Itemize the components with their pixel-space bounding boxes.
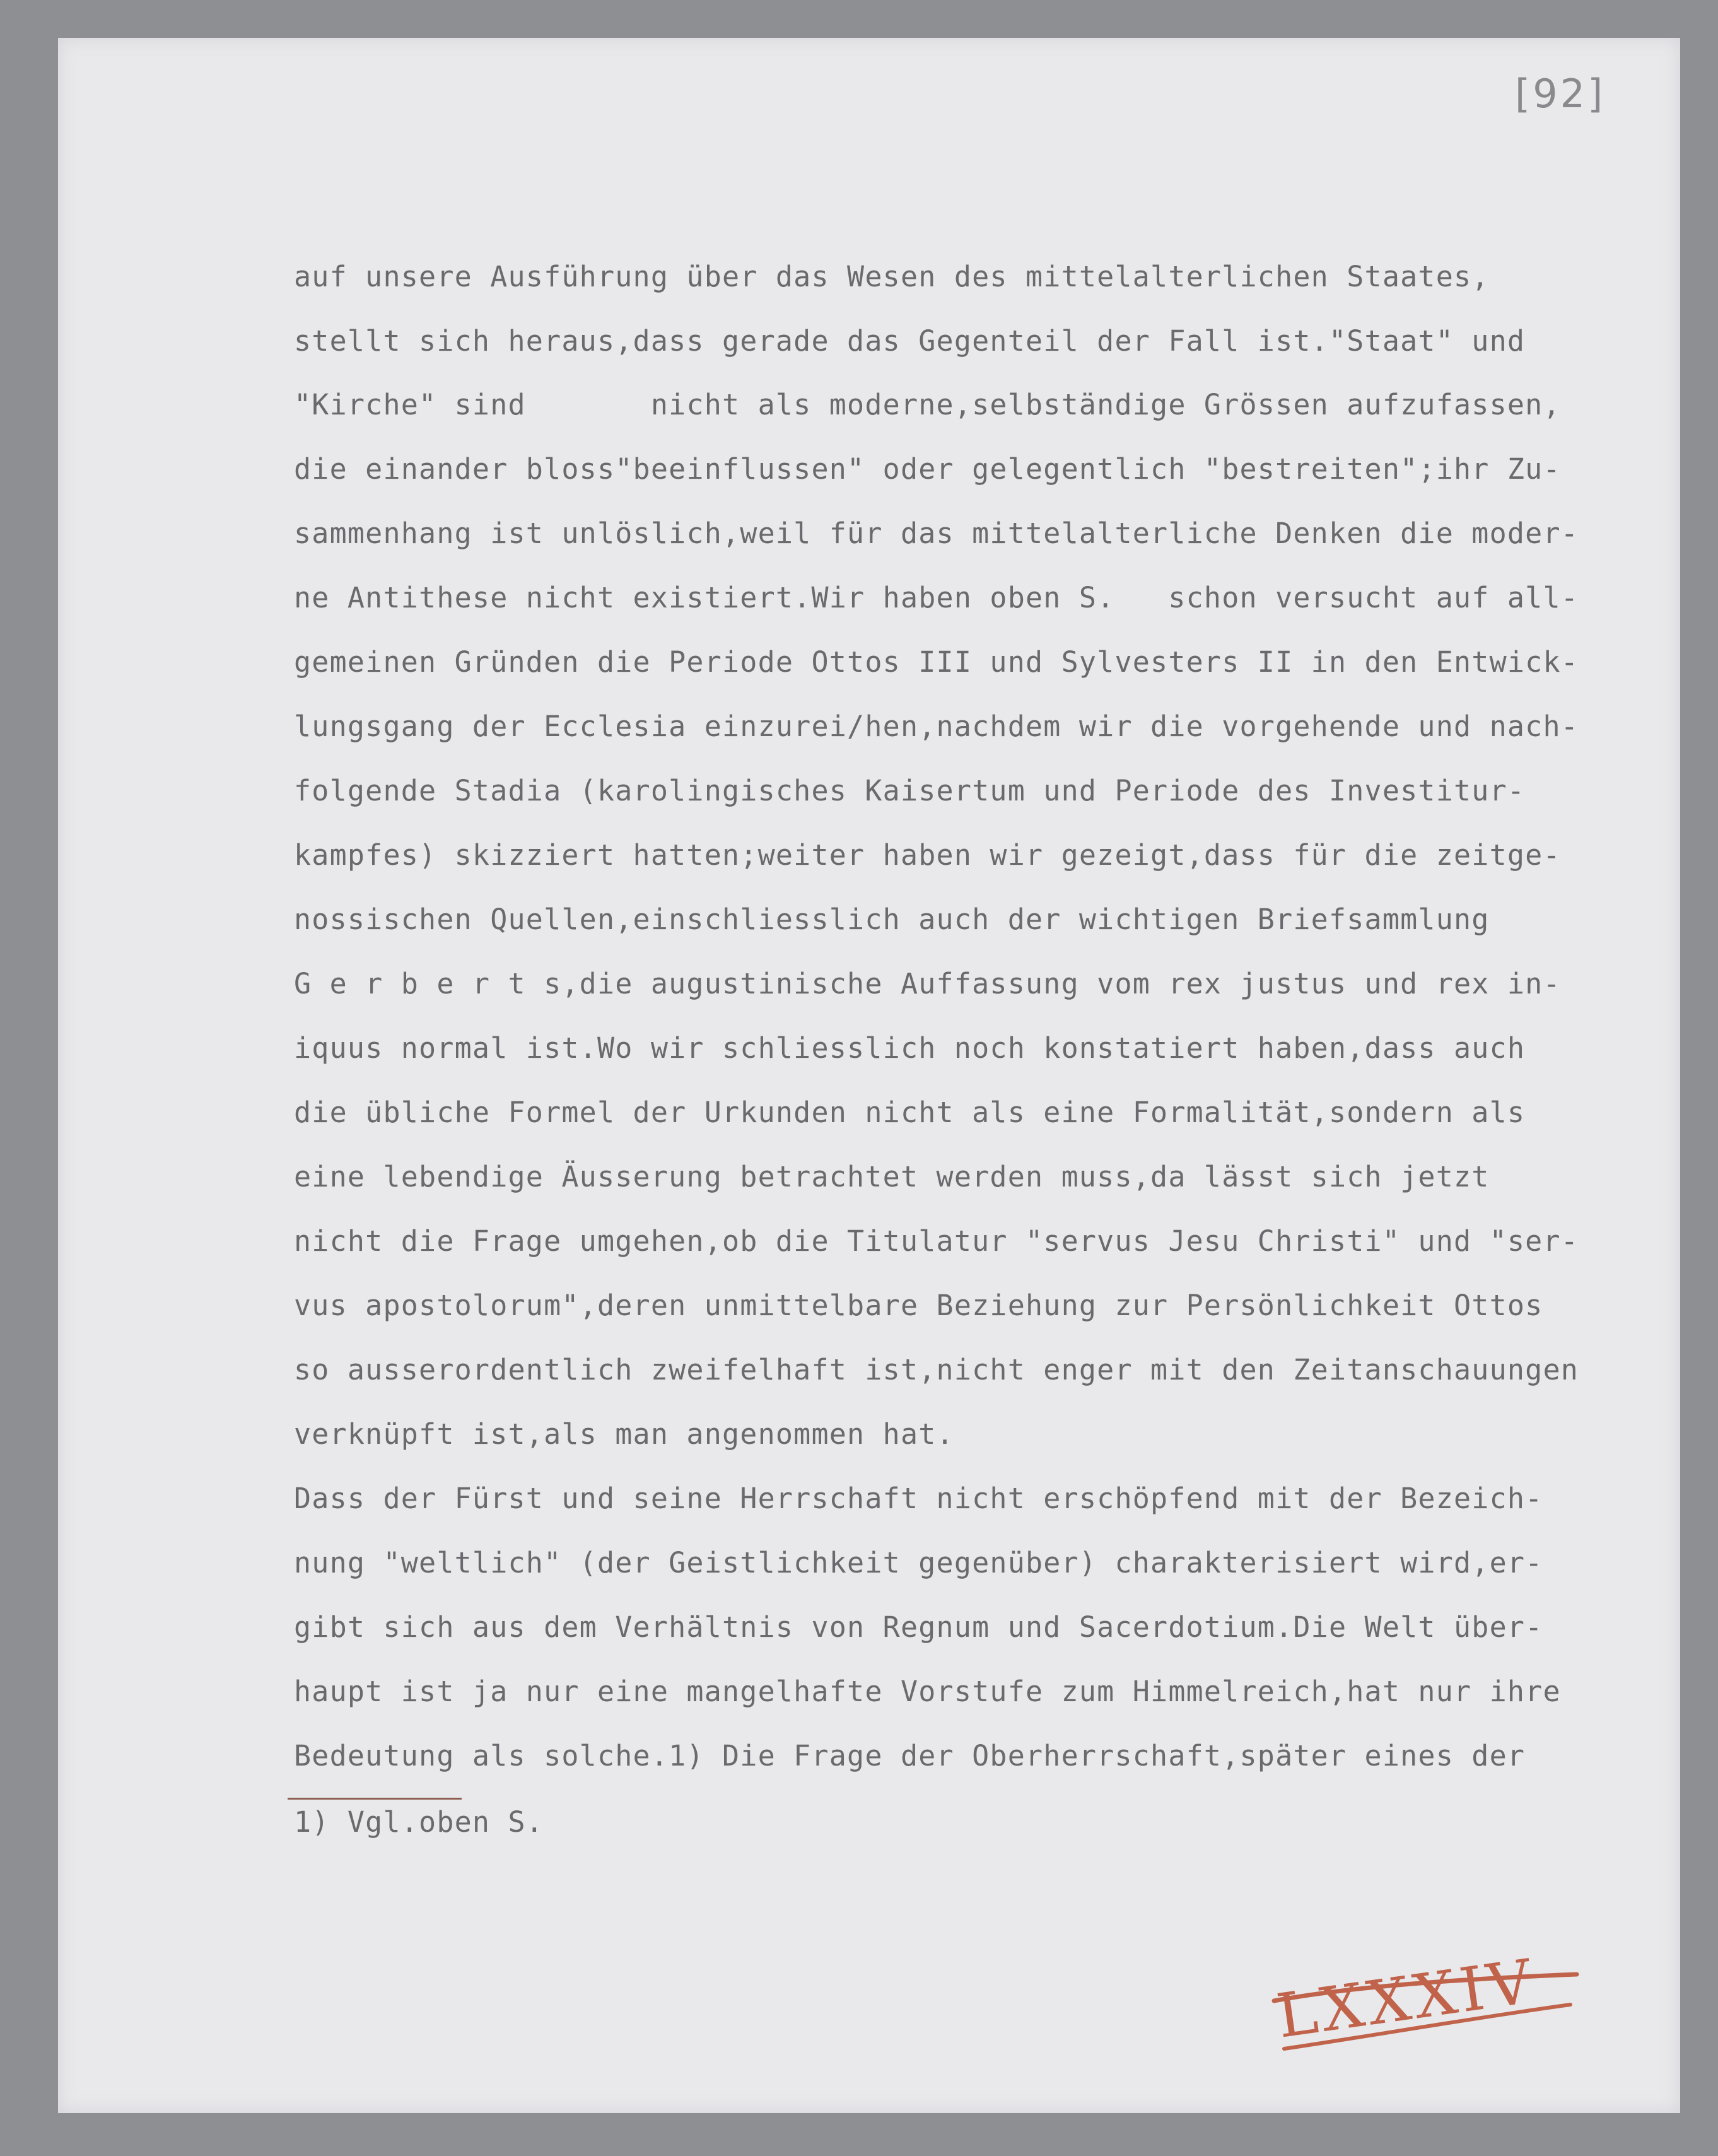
text-line: sammenhang ist unlöslich,weil für das mittelalterliche Denken die moder- — [294, 517, 1579, 550]
text-line: G e r b e r t s,die augustinische Auffassung vom rex justus und rex in- — [294, 967, 1561, 1000]
text-line: nossischen Quellen,einschliesslich auch der wichtigen Briefsammlung — [294, 903, 1490, 936]
text-line: verknüpft ist,als man angenommen hat. — [294, 1417, 954, 1451]
text-line: iquus normal ist.Wo wir schliesslich noch konstatiert haben,dass auch — [294, 1031, 1526, 1065]
text-line: die einander bloss"beeinflussen" oder gelegentlich "bestreiten";ihr Zu- — [294, 452, 1561, 486]
text-line: gibt sich aus dem Verhältnis von Regnum und Sacerdotium.Die Welt über- — [294, 1610, 1543, 1644]
text-line: "Kirche" sind nicht als moderne,selbständige Grössen aufzufassen, — [294, 388, 1561, 421]
page-reference: [92] — [1515, 71, 1606, 117]
text-line: lungsgang der Ecclesia einzurei/hen,nachdem wir die vorgehende und nach- — [294, 710, 1579, 743]
folio-annotation — [1261, 1943, 1589, 2056]
footnote: 1) Vgl.oben S. — [294, 1805, 544, 1839]
text-line: nung "weltlich" (der Geistlichkeit gegenüber) charakterisiert wird,er- — [294, 1546, 1543, 1579]
text-line: stellt sich heraus,dass gerade das Gegenteil der Fall ist."Staat" und — [294, 324, 1526, 358]
text-line: nicht die Frage umgehen,ob die Titulatur "servus Jesu Christi" und "ser- — [294, 1224, 1579, 1258]
text-line: Bedeutung als solche.1) Die Frage der Oberherrschaft,später eines der — [294, 1739, 1526, 1772]
text-line: die übliche Formel der Urkunden nicht als eine Formalität,sondern als — [294, 1096, 1526, 1129]
text-line: auf unsere Ausführung über das Wesen des mittelalterlichen Staates, — [294, 260, 1490, 293]
text-line: so ausserordentlich zweifelhaft ist,nicht enger mit den Zeitanschauungen — [294, 1353, 1579, 1386]
text-line: eine lebendige Äusserung betrachtet werden muss,da lässt sich jetzt — [294, 1160, 1490, 1193]
text-line: Dass der Fürst und seine Herrschaft nicht erschöpfend mit der Bezeich- — [294, 1482, 1543, 1515]
footnote-rule — [288, 1798, 462, 1800]
text-line: vus apostolorum",deren unmittelbare Beziehung zur Persönlichkeit Ottos — [294, 1289, 1543, 1322]
folio-mark: LXXXIV — [1272, 1945, 1540, 2052]
text-line: haupt ist ja nur eine mangelhafte Vorstufe zum Himmelreich,hat nur ihre — [294, 1675, 1561, 1708]
text-line: folgende Stadia (karolingisches Kaisertum und Periode des Investitur- — [294, 774, 1526, 807]
text-line: ne Antithese nicht existiert.Wir haben oben S. schon versucht auf all- — [294, 581, 1579, 614]
text-line: gemeinen Gründen die Periode Ottos III und Sylvesters II in den Entwick- — [294, 645, 1579, 679]
folio-crayon-mark — [1261, 1943, 1589, 2056]
text-line: kampfes) skizziert hatten;weiter haben wir gezeigt,dass für die zeitge- — [294, 838, 1561, 872]
